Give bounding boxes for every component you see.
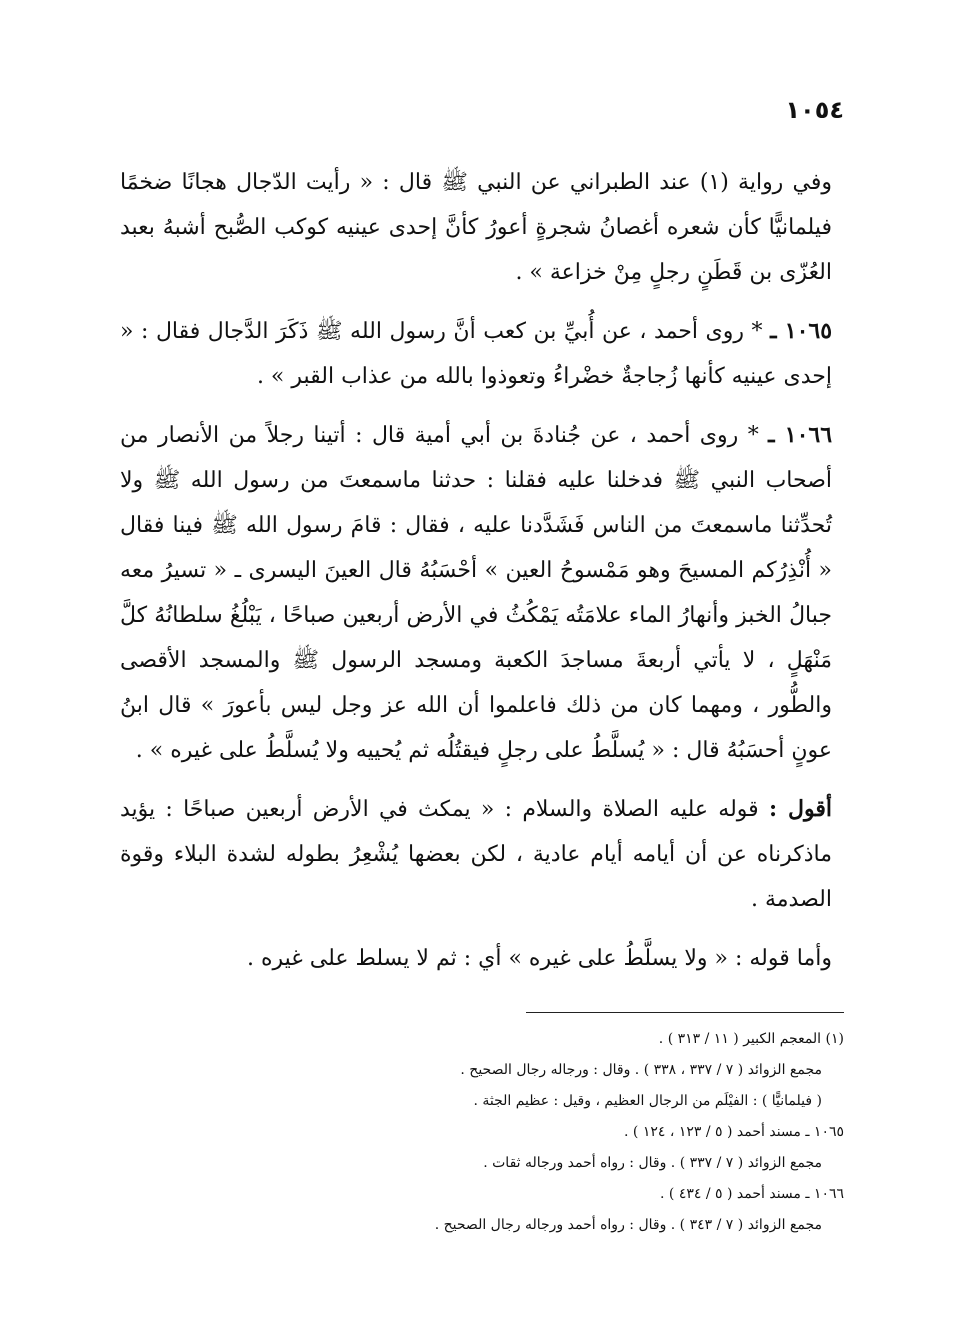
paragraph-text: قوله عليه الصلاة والسلام : « يمكث في الأرض أربعين صباحًا : يؤيد ماذكرناه عن أن أيامه أيام عادية ، لكن بعضها يُشْعِرُ بطوله لشدة البلاء وقوة الصدمة . bbox=[120, 797, 832, 912]
footnote-item: ( فيلمانيًّا ) : الفيْلَم من الرجال العظيم ، وقيل : عظيم الجثة . bbox=[473, 1093, 822, 1109]
commentary-paragraph bbox=[120, 787, 832, 922]
paragraph-text: وفي رواية (١) عند الطبراني عن النبي ﷺ قال : « رأيت الدّجال هجانًا ضخمًا فيلمانيًّا كأن شعره أغصانُ شجرةٍ أعورُ كأنَّ إحدى عينيه كوكب الصُّبح أشبهُ بعبد العُزّى بن قَطَنٍ رجلٍ مِنْ خزاعة » . bbox=[120, 170, 833, 285]
footnote-item: (١) المعجم الكبير ( ١١ / ٣١٣ ) . bbox=[658, 1031, 844, 1047]
hadith-number: ١٠٦٦ ـ bbox=[768, 422, 833, 448]
hadith-number: ١٠٦٥ ـ bbox=[770, 318, 833, 344]
footnote-item: ١٠٦٦ ـ مسند أحمد ( ٥ / ٤٣٤ ) . bbox=[660, 1186, 844, 1202]
paragraph-text: * روى أحمد ، عن أُبيِّ بن كعب أنَّ رسول الله ﷺ ذَكَرَ الدَّجال فقال : « إحدى عينيه كأنها زُجاجةٌ خضْراءُ وتعوذوا بالله من عذاب القبر » . bbox=[120, 319, 832, 389]
footnote-item: مجمع الزوائد ( ٧ / ٣٣٧ ) . وقال : رواه أحمد ورجاله ثقات . bbox=[483, 1155, 822, 1171]
paragraph-tabarani-narration bbox=[120, 160, 832, 295]
footnote-divider bbox=[526, 1012, 844, 1013]
main-text bbox=[120, 160, 832, 995]
footnotes bbox=[124, 1024, 844, 1241]
paragraph-text: وأما قوله : « ولا يسلَّطُ على غيره » أي : ثم لا يسلط على غيره . bbox=[247, 946, 832, 971]
hadith-1066 bbox=[120, 413, 832, 773]
commentary-lead: أقول : bbox=[768, 796, 832, 822]
hadith-1065 bbox=[120, 309, 832, 399]
footnote-item: ١٠٦٥ ـ مسند أحمد ( ٥ / ١٢٣ ، ١٢٤ ) . bbox=[624, 1124, 844, 1140]
paragraph-text: * روى أحمد ، عن جُنادةَ بن أبي أمية قال : أتينا رجلاً من الأنصار من أصحاب النبي ﷺ فدخلنا عليه فقلنا : حدثنا ماسمعتَ من رسول الله ﷺ ولا تُحدِّثنا ماسمعتَ من الناس فَشَدَّدنا عليه ، فقال : قامَ رسول الله ﷺ فينا فقال « أُنْذِرُكم المسيحَ وهو مَمْسوحُ العين » أحْسَبُهُ قال العينَ اليسرى ـ « تسيرُ معه جبالُ الخبز وأنهارُ الماء علامَتُه يَمْكُثُ في الأرض أربعين صباحًا ، يَبْلُغُ سلطانُهُ كلَّ مَنْهَلٍ ، لا يأتي أربعةَ مساجدَ الكعبة ومسجد الرسول ﷺ والمسجد الأقصى والطُّور ، ومهما كان من ذلك فاعلموا أن الله عز وجل ليس بأعورَ » قال ابنُ عونٍ أحسَبُهُ قال : « يُسلَّطُ على رجلٍ فيقتُلُه ثم يُحييه ولا يُسلَّطُ على غيره » . bbox=[120, 423, 833, 763]
footnote-item: مجمع الزوائد ( ٧ / ٣٣٧ ، ٣٣٨ ) . وقال : ورجاله رجال الصحيح . bbox=[460, 1062, 822, 1078]
footnote-item: مجمع الزوائد ( ٧ / ٣٤٣ ) . وقال : رواه أحمد ورجاله رجال الصحيح . bbox=[434, 1217, 822, 1233]
closing-paragraph bbox=[120, 936, 832, 981]
page-number: ١٠٥٤ bbox=[785, 96, 844, 124]
